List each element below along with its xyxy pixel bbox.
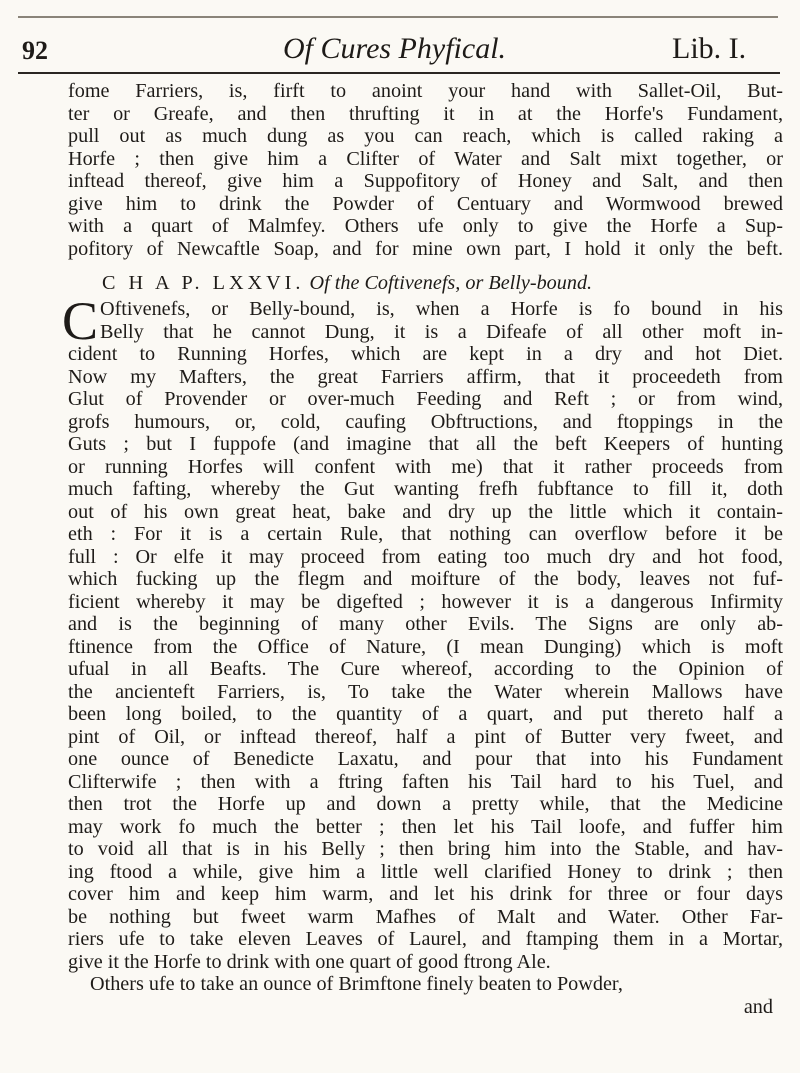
text-line: ufual in all Beafts. The Cure whereof, according to the Opinion of	[68, 658, 783, 680]
text-line: pofitory of Newcaftle Soap, and for mine own part, I hold it only the beft.	[68, 237, 783, 260]
text-line: pint of Oil, or inftead thereof, half a pint of Butter very fweet, and	[68, 725, 783, 748]
book-section-mark: Lib. I.	[672, 32, 747, 65]
text-line: one ounce of Benedicte Laxatu, and pour that into his Fundament	[68, 748, 783, 770]
text-line: Clifterwife ; then with a ftring faften his Tail hard to his Tuel, and	[68, 770, 783, 793]
paragraph-costiveness	[62, 291, 783, 973]
text-line: the ancienteft Farriers, is, To take the Water wherein Mallows have	[68, 680, 783, 703]
header-rule	[18, 72, 780, 74]
page-header	[0, 0, 800, 80]
text-line: then trot the Horfe up and down a pretty while, that the Medicine	[68, 793, 783, 815]
text-line: inftead thereof, give him a Suppofitory of Honey and Salt, and then	[68, 170, 783, 192]
text-line: be nothing but fweet warm Mafhes of Malt and Water. Other Far-	[68, 905, 783, 928]
text-line: to void all that is in his Belly ; then bring him into the Stable, and hav-	[68, 838, 783, 860]
text-line: cover him and keep him warm, and let his drink for three or four days	[68, 883, 783, 905]
paragraph-continued	[68, 80, 783, 260]
text-line: much fafting, whereby the Gut wanting frefh fubftance to fill it, doth	[68, 478, 783, 500]
page-number: 92	[22, 36, 48, 65]
catchword: and	[743, 995, 773, 1018]
text-line: Horfe ; then give him a Clifter of Water and Salt mixt together, or	[68, 147, 783, 170]
text-line: Guts ; but I fuppofe (and imagine that all the beft Keepers of hunting	[68, 433, 783, 455]
text-line: or running Horfes will confent with me) that it rather proceeds from	[68, 455, 783, 478]
text-line: ing ftood a while, give him a little well clarified Honey to drink ; then	[68, 860, 783, 883]
text-line: with a quart of Malmfey. Others ufe only to give the Horfe a Sup-	[68, 215, 783, 237]
text-line: Others ufe to take an ounce of Brimftone finely beaten to Powder,	[90, 973, 623, 995]
text-line: fome Farriers, is, firft to anoint your hand with Sallet-Oil, But-	[68, 80, 783, 102]
chapter-heading	[68, 268, 783, 298]
text-line: cident to Running Horfes, which are kept in a dry and hot Diet.	[68, 343, 783, 365]
text-line: Now my Mafters, the great Farriers affirm, that it proceedeth from	[68, 365, 783, 388]
text-line: out of his own great heat, bake and dry up the little which it contain-	[68, 500, 783, 523]
chapter-number: C H A P. LXXVI.	[102, 272, 305, 294]
text-line: which fucking up the flegm and moifture of the body, leaves not fuf-	[68, 568, 783, 590]
chapter-title: Of the Coftivenefs, or Belly-bound.	[309, 272, 593, 294]
text-line: grofs humours, or, cold, caufing Obftructions, and ftoppings in the	[68, 410, 783, 433]
text-line: ficient whereby it may be digefted ; however it is a dangerous Infirmity	[68, 590, 783, 613]
text-line: eth : For it is a certain Rule, that nothing can overflow before it be	[68, 523, 783, 545]
body-text	[62, 80, 783, 1018]
text-line: ter or Greafe, and then thrufting it in at the Horfe's Fundament,	[68, 102, 783, 125]
running-head: Of Cures Phyfical.	[283, 32, 507, 65]
text-line: been long boiled, to the quantity of a quart, and put thereto half a	[68, 703, 783, 725]
text-line: give him to drink the Powder of Centuary and Wormwood brewed	[68, 192, 783, 215]
text-line: may work fo much the better ; then let his Tail loofe, and fuffer him	[68, 815, 783, 838]
text-line: and is the beginning of many other Evils. The Signs are only ab-	[68, 613, 783, 635]
text-line: ftinence from the Office of Nature, (I mean Dunging) which is moft	[68, 635, 783, 658]
text-line: Oftivenefs, or Belly-bound, is, when a Horfe is fo bound in his	[100, 298, 783, 320]
text-line: Belly that he cannot Dung, it is a Difeafe of all other moft in-	[100, 320, 783, 343]
text-line: Glut of Provender or over-much Feeding and Reft ; or from wind,	[68, 388, 783, 410]
top-rule	[18, 16, 778, 18]
drop-cap: C	[62, 291, 99, 351]
text-line: give it the Horfe to drink with one quart of good ftrong Ale.	[68, 950, 551, 973]
text-line: riers ufe to take eleven Leaves of Laurel, and ftamping them in a Mortar,	[68, 928, 783, 950]
text-line: pull out as much dung as you can reach, which is called raking a	[68, 125, 783, 147]
paragraph-brimstone	[68, 973, 783, 1018]
text-line: full : Or elfe it may proceed from eating too much dry and hot food,	[68, 545, 783, 568]
